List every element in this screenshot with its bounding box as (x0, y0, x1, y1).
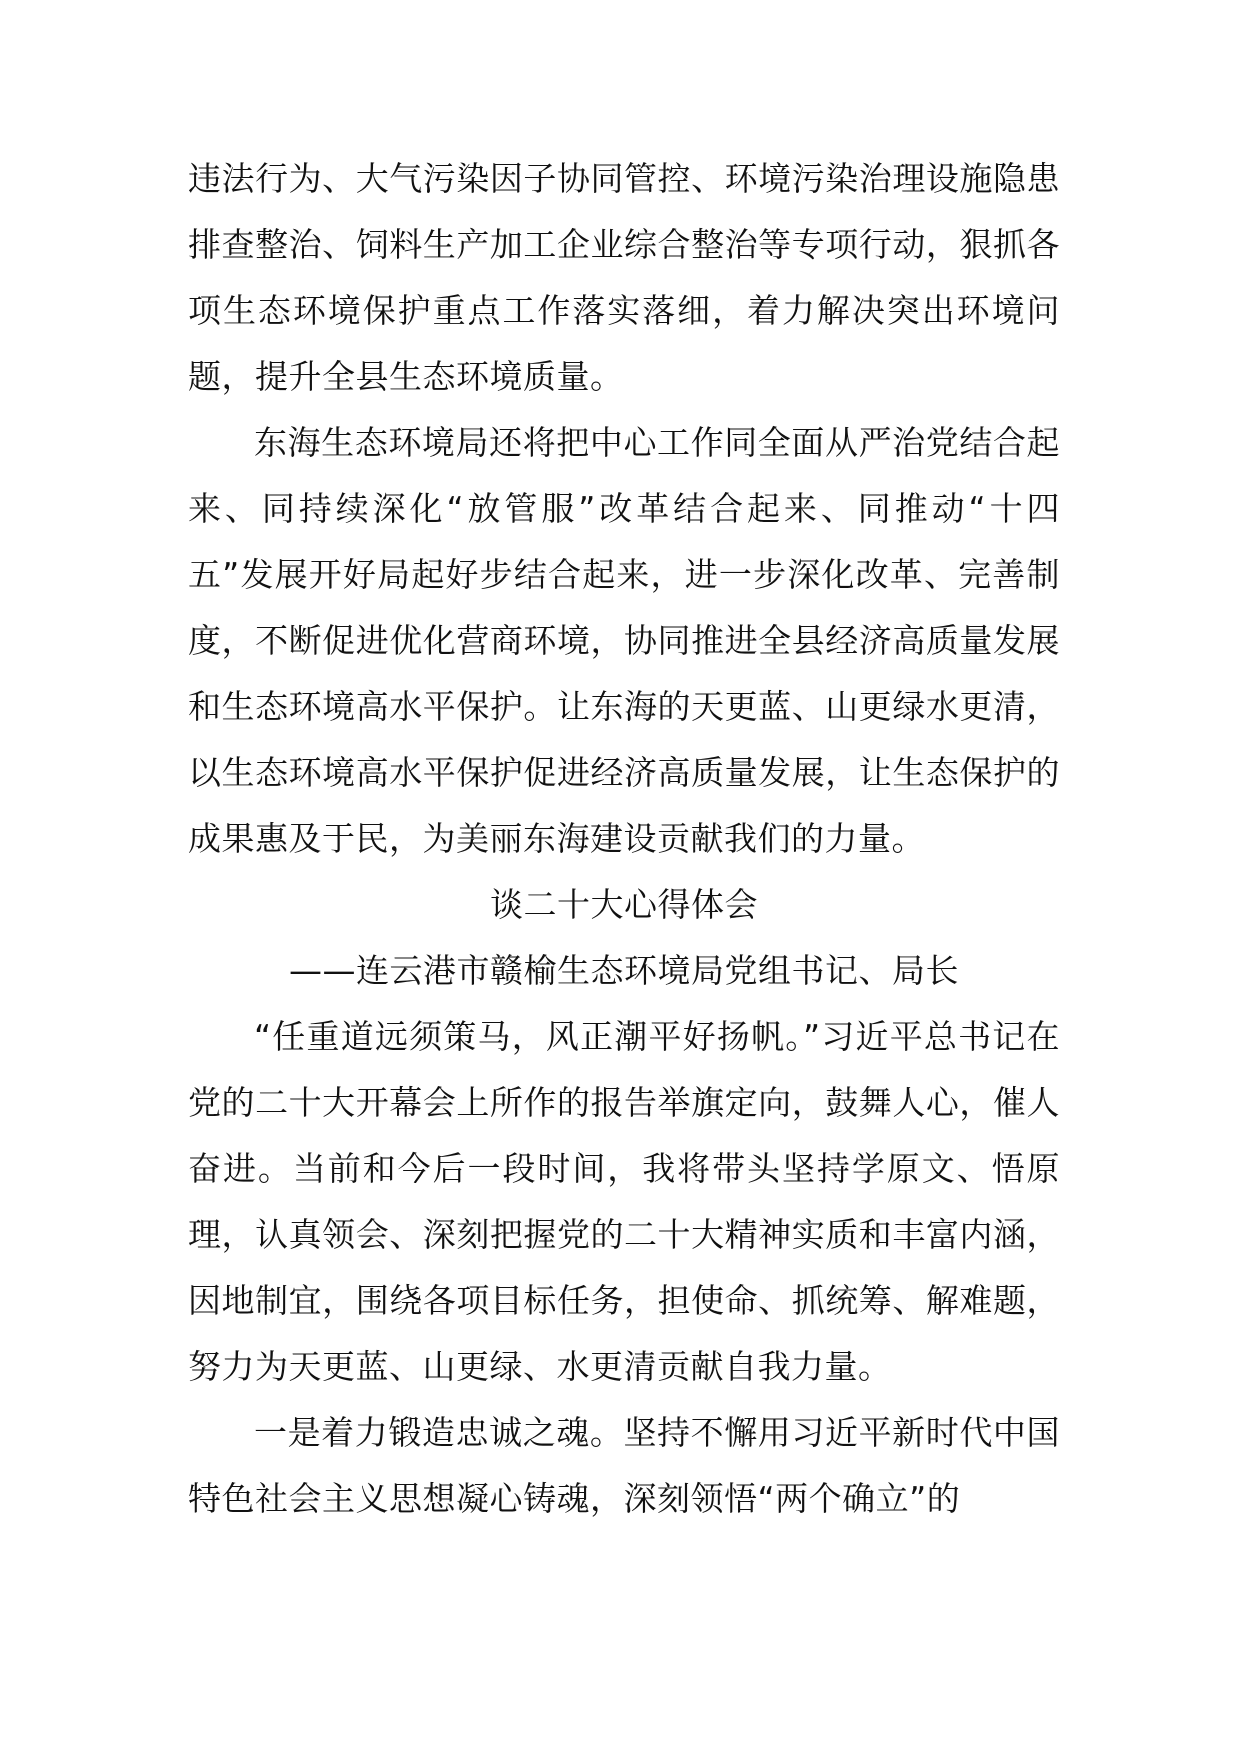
paragraph-point-one: 一是着力锻造忠诚之魂。坚持不懈用习近平新时代中国特色社会主义思想凝心铸魂，深刻领悟“两个确立”的 (188, 1413, 1060, 1518)
paragraph-donghai-plan: 东海生态环境局还将把中心工作同全面从严治党结合起来、同持续深化“放管服”改革结合起来、同推动“十四五”发展开好局起好步结合起来，进一步深化改革、完善制度，不断促进优化营商环境，协同推进全县经济高质量发展和生态环境高水平保护。让东海的天更蓝、山更绿水更清，以生态环境高水平保护促进经济高质量发展，让生态保护的成果惠及于民，为美丽东海建设贡献我们的力量。 (188, 423, 1060, 858)
paragraph-continuation: 违法行为、大气污染因子协同管控、环境污染治理设施隐患排查整治、饲料生产加工企业综合整治等专项行动，狠抓各项生态环境保护重点工作落实落细，着力解决突出环境问题，提升全县生态环境质量。 (188, 159, 1060, 396)
document-page (188, 146, 1060, 1532)
article-subtitle: ——连云港市赣榆生态环境局党组书记、局长 (289, 951, 959, 990)
paragraph-intro: “任重道远须策马，风正潮平好扬帆。”习近平总书记在党的二十大开幕会上所作的报告举旗定向，鼓舞人心，催人奋进。当前和今后一段时间，我将带头坚持学原文、悟原理，认真领会、深刻把握党的二十大精神实质和丰富内涵，因地制宜，围绕各项目标任务，担使命、抓统筹、解难题，努力为天更蓝、山更绿、水更清贡献自我力量。 (188, 1017, 1060, 1386)
article-title: 谈二十大心得体会 (490, 885, 758, 924)
